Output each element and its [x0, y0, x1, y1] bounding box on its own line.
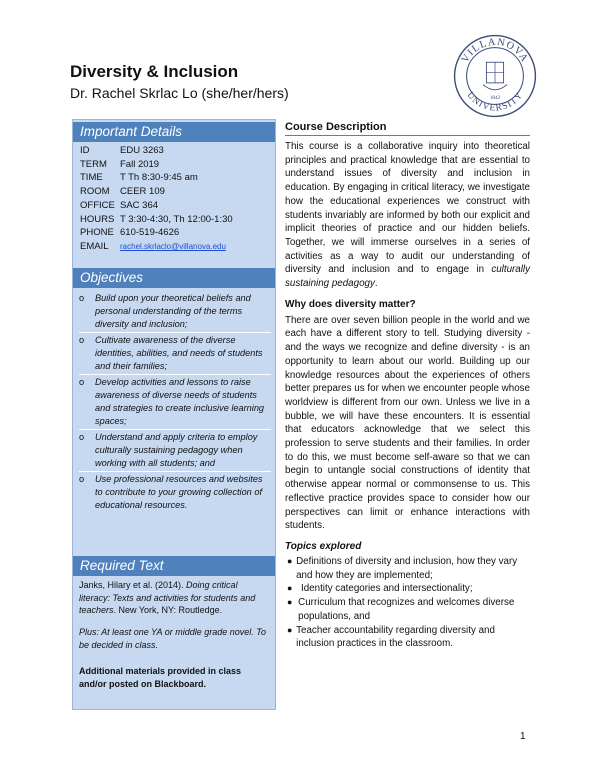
- detail-key: EMAIL: [80, 240, 109, 252]
- objective-item: [79, 431, 271, 472]
- detail-row-email: [80, 240, 233, 254]
- bullet-icon: ●: [287, 555, 293, 566]
- topic-text: Identity categories and intersectionality;: [301, 583, 473, 595]
- plus-note: Plus: At least one YA or middle grade novel. To be decided in class.: [79, 627, 266, 650]
- detail-value: EDU 3263: [120, 145, 164, 156]
- topic-text: Teacher accountability regarding diversity and inclusion practices in the classroom.: [296, 624, 495, 650]
- objective-text: Develop activities and lessons to raise awareness of diverse needs of students and strategies to create inclusive learning spaces;: [95, 377, 265, 426]
- detail-key: PHONE: [80, 227, 114, 239]
- course-description-body: This course is a collaborative inquiry into theoretical principles and practical knowledge that are essential to understand issues of diversity and inclusion in education. By engaging in critical literacy, we investigate how the educational experiences we construct with students invariably are informed by both our explicit and implicit theories of practice and our hidden beliefs. Together, we will immerse ourselves in a series of activities as a way to audit our understanding of diversity and inclusion and to engage in: [285, 141, 530, 276]
- instructor-name: Dr. Rachel Skrlac Lo (she/her/hers): [70, 85, 289, 101]
- detail-key: HOURS: [80, 213, 115, 225]
- required-text-heading: Required Text: [73, 556, 275, 576]
- objective-item: [79, 376, 271, 430]
- why-diversity-heading: Why does diversity matter?: [285, 298, 416, 310]
- objective-item: [79, 334, 271, 375]
- objective-item: [79, 292, 271, 333]
- detail-value: SAC 364: [120, 199, 159, 211]
- detail-row-office: [80, 199, 233, 213]
- objective-text: Understand and apply criteria to employ culturally sustaining pedagogy when working with all students; and: [95, 432, 258, 468]
- why-diversity-text: There are over seven billion people in the world and we each have a different story to tell. Studying diversity - and the ways we recognize and define diversity - is an opportunity to learn about our world. Building up our knowledge resources about the experiences of others better prepares us for when we encounter people whose worldview is different from our own. Unless we live in a bubble, we will have these encounters. It is essential that educators acknowledge that we select this profession to serve students and their families. In order to do this, we must become self-aware so that we can begin to untangle social constructions of identity that otherwise appear normal or commonsense to us. This reflective practice provides space to consider how our perspectives can limit or enhance interactions with students.: [285, 314, 530, 532]
- detail-key: ROOM: [80, 186, 110, 198]
- citation-authors: Janks, Hilary et al. (2014).: [79, 580, 187, 590]
- hollow-bullet-icon: o: [79, 377, 85, 387]
- seal-year: 1842: [489, 95, 501, 102]
- hollow-bullet-icon: o: [79, 293, 85, 303]
- course-description-emphasis: culturally sustaining pedagogy: [285, 264, 530, 290]
- topic-item: [285, 624, 530, 651]
- seal-text-top: VILLANOVA: [459, 36, 531, 65]
- hollow-bullet-icon: o: [79, 335, 85, 345]
- detail-key: TIME: [80, 172, 103, 184]
- important-details-heading: Important Details: [73, 122, 275, 142]
- main-content: [285, 119, 530, 651]
- topic-item: [285, 555, 530, 582]
- topic-text: Curriculum that recognizes and welcomes diverse populations, and: [298, 597, 515, 622]
- seal-text-bottom: UNIVERSITY: [464, 90, 526, 114]
- document-title: Diversity & Inclusion: [70, 62, 239, 81]
- topic-item: [285, 582, 530, 596]
- detail-value: T Th 8:30-9:45 am: [120, 172, 198, 184]
- objectives-list: [79, 292, 271, 514]
- additional-materials-note: Additional materials provided in class and/or posted on Blackboard.: [79, 666, 242, 689]
- topic-text: Definitions of diversity and inclusion, how they vary and how they are implemented;: [296, 555, 518, 581]
- objective-text: Use professional resources and websites to contribute to your growing collection of educational resources.: [95, 474, 263, 510]
- citation-title: Doing critical literacy: Texts and activities for students and teachers: [79, 580, 256, 616]
- course-description-text: [285, 140, 530, 291]
- svg-text:VILLANOVA: [460, 37, 531, 65]
- villanova-seal-icon: [452, 33, 538, 119]
- bullet-icon: ●: [287, 597, 293, 608]
- detail-row-room: [80, 185, 233, 199]
- detail-value: CEER 109: [120, 186, 165, 198]
- objective-text: Cultivate awareness of the diverse identities, abilities, and needs of students and their families;: [95, 335, 263, 371]
- hollow-bullet-icon: o: [79, 432, 85, 442]
- detail-value: T 3:30-4:30, Th 12:00-1:30: [120, 213, 233, 225]
- detail-key: TERM: [80, 158, 107, 170]
- detail-row-hours: [80, 213, 233, 227]
- sidebar: [72, 119, 276, 710]
- course-description-end: .: [374, 278, 378, 290]
- objective-item: [79, 473, 271, 513]
- detail-row-id: [80, 144, 233, 158]
- required-text-citation: [79, 579, 271, 617]
- details-list: [80, 144, 233, 254]
- detail-key: OFFICE: [80, 199, 115, 211]
- detail-row-phone: [80, 226, 233, 240]
- topic-item: [285, 596, 530, 623]
- page-number: 1: [520, 731, 526, 742]
- topics-heading: Topics explored: [285, 540, 362, 552]
- course-description-heading: Course Description: [285, 119, 530, 136]
- email-link[interactable]: rachel.skrlaclo@villanova.edu: [120, 241, 226, 251]
- topics-list: [285, 555, 530, 651]
- detail-value: 610-519-4626: [120, 227, 180, 239]
- detail-row-time: [80, 171, 233, 185]
- objective-text: Build upon your theoretical beliefs and personal understanding of the terms diversity and inclusion;: [95, 293, 251, 329]
- hollow-bullet-icon: o: [79, 474, 85, 484]
- objectives-heading: Objectives: [73, 268, 275, 288]
- detail-row-term: [80, 158, 233, 172]
- detail-key: ID: [80, 145, 90, 156]
- bullet-icon: ●: [287, 583, 293, 594]
- citation-publisher: . New York, NY: Routledge.: [113, 605, 223, 616]
- detail-value: Fall 2019: [120, 158, 160, 170]
- bullet-icon: ●: [287, 624, 293, 635]
